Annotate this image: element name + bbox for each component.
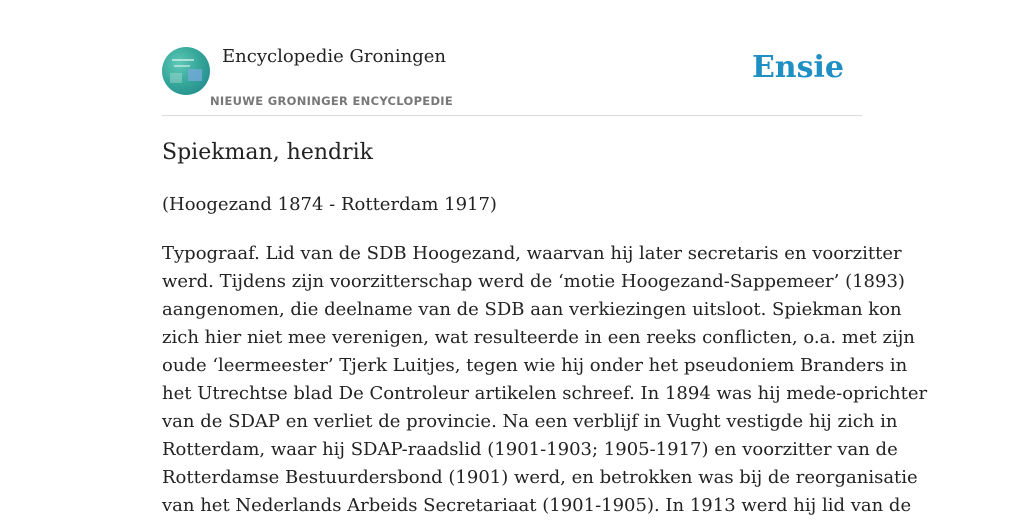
site-subtitle: NIEUWE GRONINGER ENCYCLOPEDIE (210, 94, 454, 108)
logo-detail (172, 59, 194, 61)
article-body-line: van de SDAP en verliet de provincie. Na een verblijf in Vught vestigde hij zich in (162, 411, 898, 432)
site-logo-icon[interactable] (162, 47, 210, 95)
logo-detail (174, 65, 190, 67)
ensie-brand-link[interactable]: Ensie (751, 50, 844, 85)
article-lifespan: (Hoogezand 1874 - Rotterdam 1917) (162, 194, 497, 215)
logo-detail (170, 73, 182, 83)
article-body-line: Rotterdam, waar hij SDAP-raadslid (1901-1903; 1905-1917) en voorzitter van de (162, 439, 898, 460)
logo-detail (188, 69, 202, 81)
site-title-link[interactable]: Encyclopedie Groningen (222, 46, 447, 67)
page-container (162, 0, 928, 516)
article-body-line: aangenomen, die deelname van de SDB aan verkiezingen uitsloot. Spiekman kon (162, 299, 902, 320)
article-body-line: Typograaf. Lid van de SDB Hoogezand, waarvan hij later secretaris en voorzitter (162, 243, 902, 264)
article-body-line: het Utrechtse blad De Controleur artikelen schreef. In 1894 was hij mede-oprichter (162, 383, 928, 404)
article-title: Spiekman, hendrik (162, 140, 373, 165)
article-body-line: oude ‘leermeester’ Tjerk Luitjes, tegen wie hij onder het pseudoniem Branders in (162, 355, 908, 376)
article-body (162, 240, 928, 520)
site-header (162, 0, 862, 116)
article-body-line: werd. Tijdens zijn voorzitterschap werd de ‘motie Hoogezand-Sappemeer’ (1893) (162, 271, 905, 292)
article-body-line: Rotterdamse Bestuurdersbond (1901) werd, en betrokken was bij de reorganisatie (162, 467, 918, 488)
article-body-line: zich hier niet mee verenigen, wat resulteerde in een reeks conflicten, o.a. met zijn (162, 327, 915, 348)
article-body-line: van het Nederlands Arbeids Secretariaat (1901-1905). In 1913 werd hij lid van de (162, 495, 912, 516)
